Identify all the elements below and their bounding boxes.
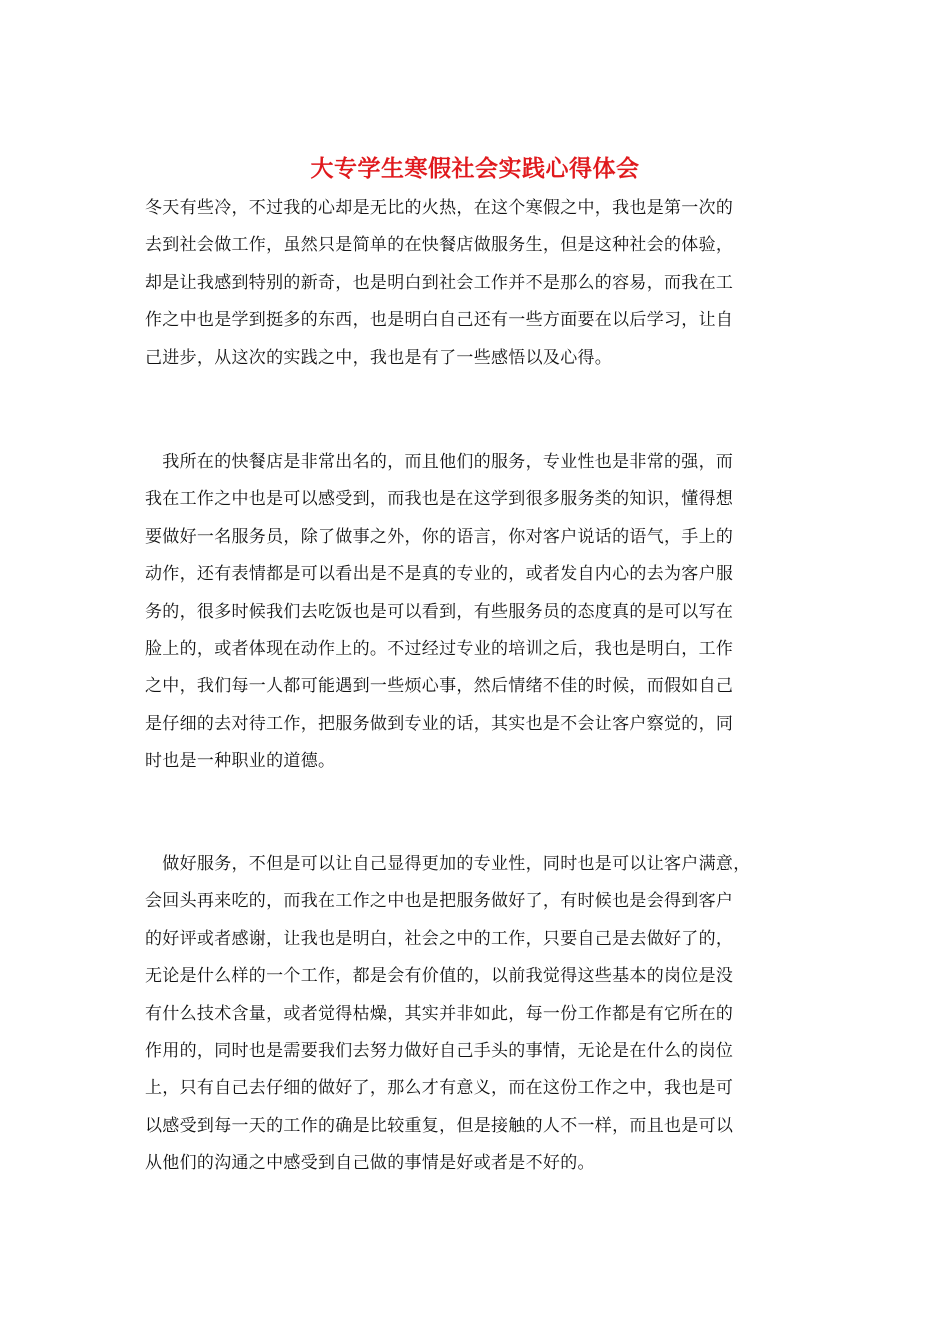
paragraph-line: 却是让我感到特别的新奇，也是明白到社会工作并不是那么的容易，而我在工 — [145, 272, 734, 293]
paragraph-line: 作用的，同时也是需要我们去努力做好自己手头的事情，无论是在什么的岗位 — [145, 1041, 734, 1062]
paragraph-line: 有什么技术含量，或者觉得枯燥，其实并非如此，每一份工作都是有它所在的 — [145, 1003, 734, 1024]
paragraph-line: 会回头再来吃的，而我在工作之中也是把服务做好了，有时候也是会得到客户 — [145, 891, 734, 912]
paragraph-line: 之中，我们每一人都可能遇到一些烦心事，然后情绪不佳的时候，而假如自己 — [145, 676, 734, 697]
paragraph-line: 做好服务，不但是可以让自己显得更加的专业性，同时也是可以让客户满意， — [145, 854, 751, 874]
paragraph-line: 己进步，从这次的实践之中，我也是有了一些感悟以及心得。 — [145, 347, 613, 368]
paragraph-line: 上，只有自己去仔细的做好了，那么才有意义，而在这份工作之中，我也是可 — [145, 1078, 734, 1099]
paragraph-line: 的好评或者感谢，让我也是明白，社会之中的工作，只要自己是去做好了的， — [145, 928, 734, 949]
paragraph-2 — [145, 444, 815, 781]
paragraph-line: 去到社会做工作，虽然只是简单的在快餐店做服务生，但是这种社会的体验， — [145, 235, 734, 256]
paragraph-line: 脸上的，或者体现在动作上的。不过经过专业的培训之后，我也是明白，工作 — [145, 639, 734, 660]
paragraph-line: 是仔细的去对待工作，把服务做到专业的话，其实也是不会让客户察觉的，同 — [145, 713, 734, 734]
paragraph-1 — [145, 190, 815, 377]
paragraph-line: 我在工作之中也是可以感受到，而我也是在这学到很多服务类的知识，懂得想 — [145, 489, 734, 510]
paragraph-line: 我所在的快餐店是非常出名的，而且他们的服务，专业性也是非常的强，而 — [145, 452, 734, 472]
paragraph-line: 从他们的沟通之中感受到自己做的事情是好或者是不好的。 — [145, 1153, 595, 1174]
paragraph-3 — [145, 846, 815, 1183]
paragraph-line: 务的，很多时候我们去吃饭也是可以看到，有些服务员的态度真的是可以写在 — [145, 601, 734, 622]
paragraph-line: 时也是一种职业的道德。 — [145, 751, 336, 772]
paragraph-line: 动作，还有表情都是可以看出是不是真的专业的，或者发自内心的去为客户服 — [145, 564, 734, 585]
paragraph-line: 以感受到每一天的工作的确是比较重复，但是接触的人不一样，而且也是可以 — [145, 1115, 734, 1136]
paragraph-line: 无论是什么样的一个工作，都是会有价值的，以前我觉得这些基本的岗位是没 — [145, 966, 734, 987]
paragraph-line: 要做好一名服务员，除了做事之外，你的语言，你对客户说话的语气，手上的 — [145, 526, 734, 547]
paragraph-line: 作之中也是学到挺多的东西，也是明白自己还有一些方面要在以后学习，让自 — [145, 310, 734, 331]
document-title: 大专学生寒假社会实践心得体会 — [310, 155, 640, 182]
paragraph-line: 冬天有些冷，不过我的心却是无比的火热，在这个寒假之中，我也是第一次的 — [145, 198, 734, 218]
